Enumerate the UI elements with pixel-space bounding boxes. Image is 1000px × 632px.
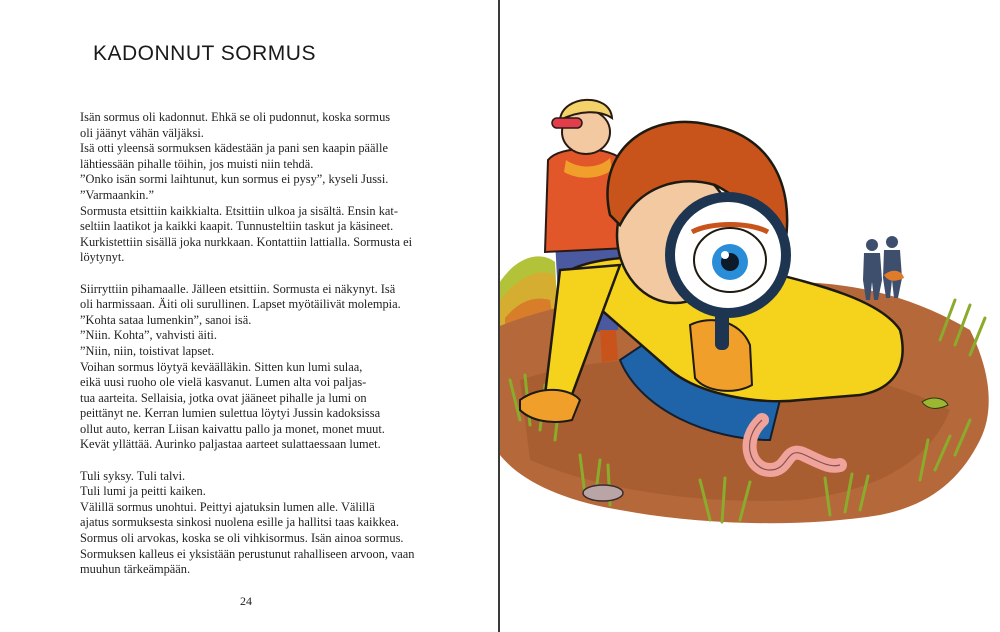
story-line: Siirryttiin pihamaalle. Jälleen etsittiin. Sormusta ei näkynyt. Isä <box>80 281 396 296</box>
page-number: 24 <box>240 594 252 608</box>
story-line: Sormusta etsittiin kaikkialta. Etsittiin ulkoa ja sisältä. Ensin kat- <box>80 203 398 218</box>
right-page <box>500 0 1000 632</box>
story-line: Kurkistettiin sisällä joka nurkkaan. Kontattiin lattialla. Sormusta ei <box>80 234 413 249</box>
story-title: KADONNUT SORMUS <box>93 42 316 65</box>
story-line: lähtiessään pihalle töihin, jos muisti niin tehdä. <box>80 156 314 171</box>
pebble <box>583 485 623 501</box>
story-line: löytynyt. <box>80 250 125 265</box>
story-body <box>80 110 480 578</box>
paragraph-gap <box>80 266 480 282</box>
story-line: Sormuksen kalleus ei yksistään perustunut rahalliseen arvoon, vaan <box>80 546 415 561</box>
distant-people <box>863 236 902 300</box>
story-line: ”Kohta sataa lumenkin”, sanoi isä. <box>80 312 252 327</box>
story-line: Tuli lumi ja peitti kaiken. <box>80 484 206 499</box>
story-line: Välillä sormus unohtui. Peittyi ajatuksin lumen alle. Välillä <box>80 499 375 514</box>
story-line: ollut auto, kerran Liisan kaivattu pallo ja monet, monet muut. <box>80 421 385 436</box>
story-line: Kevät yllättää. Aurinko paljastaa aarteet sulattaessaan lumet. <box>80 437 381 452</box>
story-line: eikä uusi ruoho ole vielä kasvanut. Lumen alta voi paljas- <box>80 375 367 390</box>
story-line: ”Varmaankin.” <box>80 187 154 202</box>
story-line: ajatus sormuksesta sinkosi nuolena esille ja hallitsi taas kaikkea. <box>80 515 399 530</box>
story-line: Voihan sormus löytyä keväälläkin. Sitten kun lumi sulaa, <box>80 359 363 374</box>
paragraph-gap <box>80 453 480 469</box>
story-line: Isän sormus oli kadonnut. Ehkä se oli pudonnut, koska sormus <box>80 110 391 124</box>
story-line: oli harmissaan. Äiti oli surullinen. Lapset myötäilivät molempia. <box>80 297 401 312</box>
story-line: ”Niin. Kohta”, vahvisti äiti. <box>80 328 217 343</box>
story-line: Tuli syksy. Tuli talvi. <box>80 468 186 483</box>
story-line: peittänyt ne. Kerran lumien sulettua löytyi Jussin kadoksissa <box>80 406 381 421</box>
story-line: oli jäänyt vähän väljäksi. <box>80 125 204 140</box>
story-line: muuhun tärkeämpään. <box>80 562 191 577</box>
story-illustration <box>500 0 1000 632</box>
story-line: tua aarteita. Sellaisia, jotka ovat jääneet pihalle ja lumi on <box>80 390 367 405</box>
story-line: seltiin laatikot ja kaikki kaapit. Tunnusteltiin taskut ja käsineet. <box>80 219 394 234</box>
story-line: Sormus oli arvokas, koska se oli vihkisormus. Isän ainoa sormus. <box>80 531 404 546</box>
left-page <box>0 0 499 632</box>
story-line: ”Onko isän sormi laihtunut, kun sormus ei pysy”, kyseli Jussi. <box>80 172 389 187</box>
story-line: ”Niin, niin, toistivat lapset. <box>80 343 215 358</box>
story-line: Isä otti yleensä sormuksen kädestään ja pani sen kaapin päälle <box>80 141 388 156</box>
